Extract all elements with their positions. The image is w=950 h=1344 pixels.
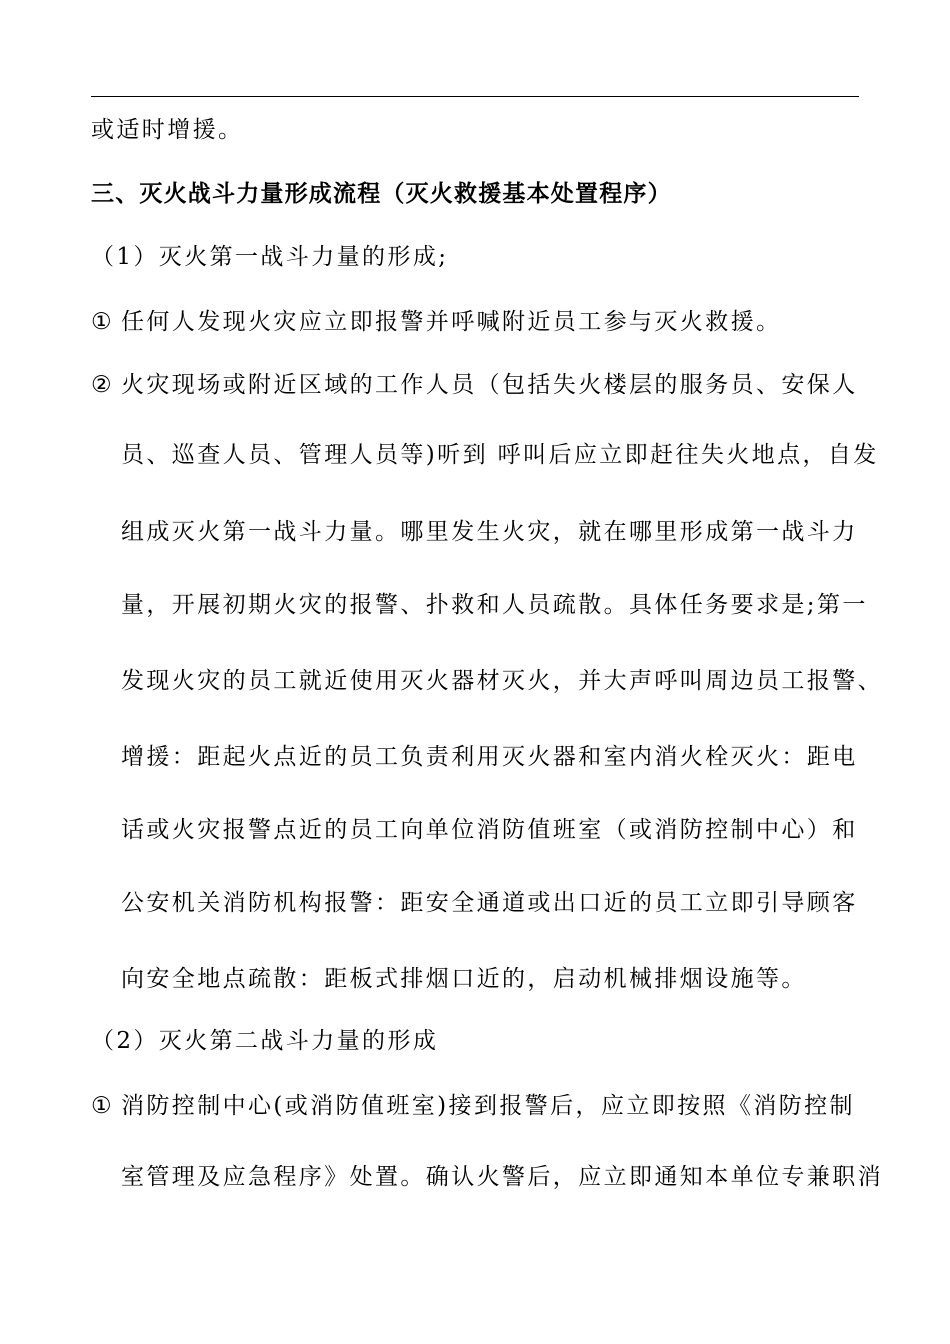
list-marker-3: ①	[91, 1093, 112, 1119]
list-item-2-line-4: 量，开展初期火灾的报警、扑救和人员疏散。具体任务要求是;第一	[121, 592, 868, 618]
list-item-2-line-7: 话或火灾报警点近的员工向单位消防值班室（或消防控制中心）和	[121, 817, 858, 843]
list-item-2-line-5: 发现火灾的员工就近使用灭火器材灭火，并大声呼叫周边员工报警、	[121, 668, 883, 694]
list-marker-2: ②	[91, 372, 112, 398]
list-item-3-line-1: 消防控制中心(或消防值班室)接到报警后，应立即按照《消防控制	[121, 1093, 855, 1119]
list-item-2-line-2: 员、巡查人员、管理人员等)听到 呼叫后应立即赶往失火地点，自发	[121, 442, 879, 468]
subsection-2-title: （2）灭火第二战斗力量的形成	[91, 1028, 439, 1054]
header-rule	[91, 96, 859, 97]
list-item-2-line-3: 组成灭火第一战斗力量。哪里发生火灾，就在哪里形成第一战斗力	[121, 519, 858, 545]
list-item-1-text: 任何人发现火灾应立即报警并呼喊附近员工参与灭火救援。	[121, 309, 782, 335]
list-item-3-line-2: 室管理及应急程序》处置。确认火警后，应立即通知本单位专兼职消	[121, 1164, 883, 1190]
list-item-2-line-9: 向安全地点疏散：距板式排烟口近的，启动机械排烟设施等。	[121, 966, 807, 992]
section-heading: 三、灭火战斗力量形成流程（灭火救援基本处置程序）	[91, 181, 672, 207]
subsection-1-title: （1）灭火第一战斗力量的形成;	[91, 244, 449, 270]
list-item-2-line-1: 火灾现场或附近区域的工作人员（包括失火楼层的服务员、安保人	[121, 372, 858, 398]
list-item-2-line-8: 公安机关消防机构报警：距安全通道或出口近的员工立即引导顾客	[121, 890, 858, 916]
list-item-2-line-6: 增援：距起火点近的员工负责利用灭火器和室内消火栓灭火：距电	[121, 744, 858, 770]
list-marker-1: ①	[91, 309, 112, 335]
continuation-text: 或适时增援。	[91, 117, 244, 143]
